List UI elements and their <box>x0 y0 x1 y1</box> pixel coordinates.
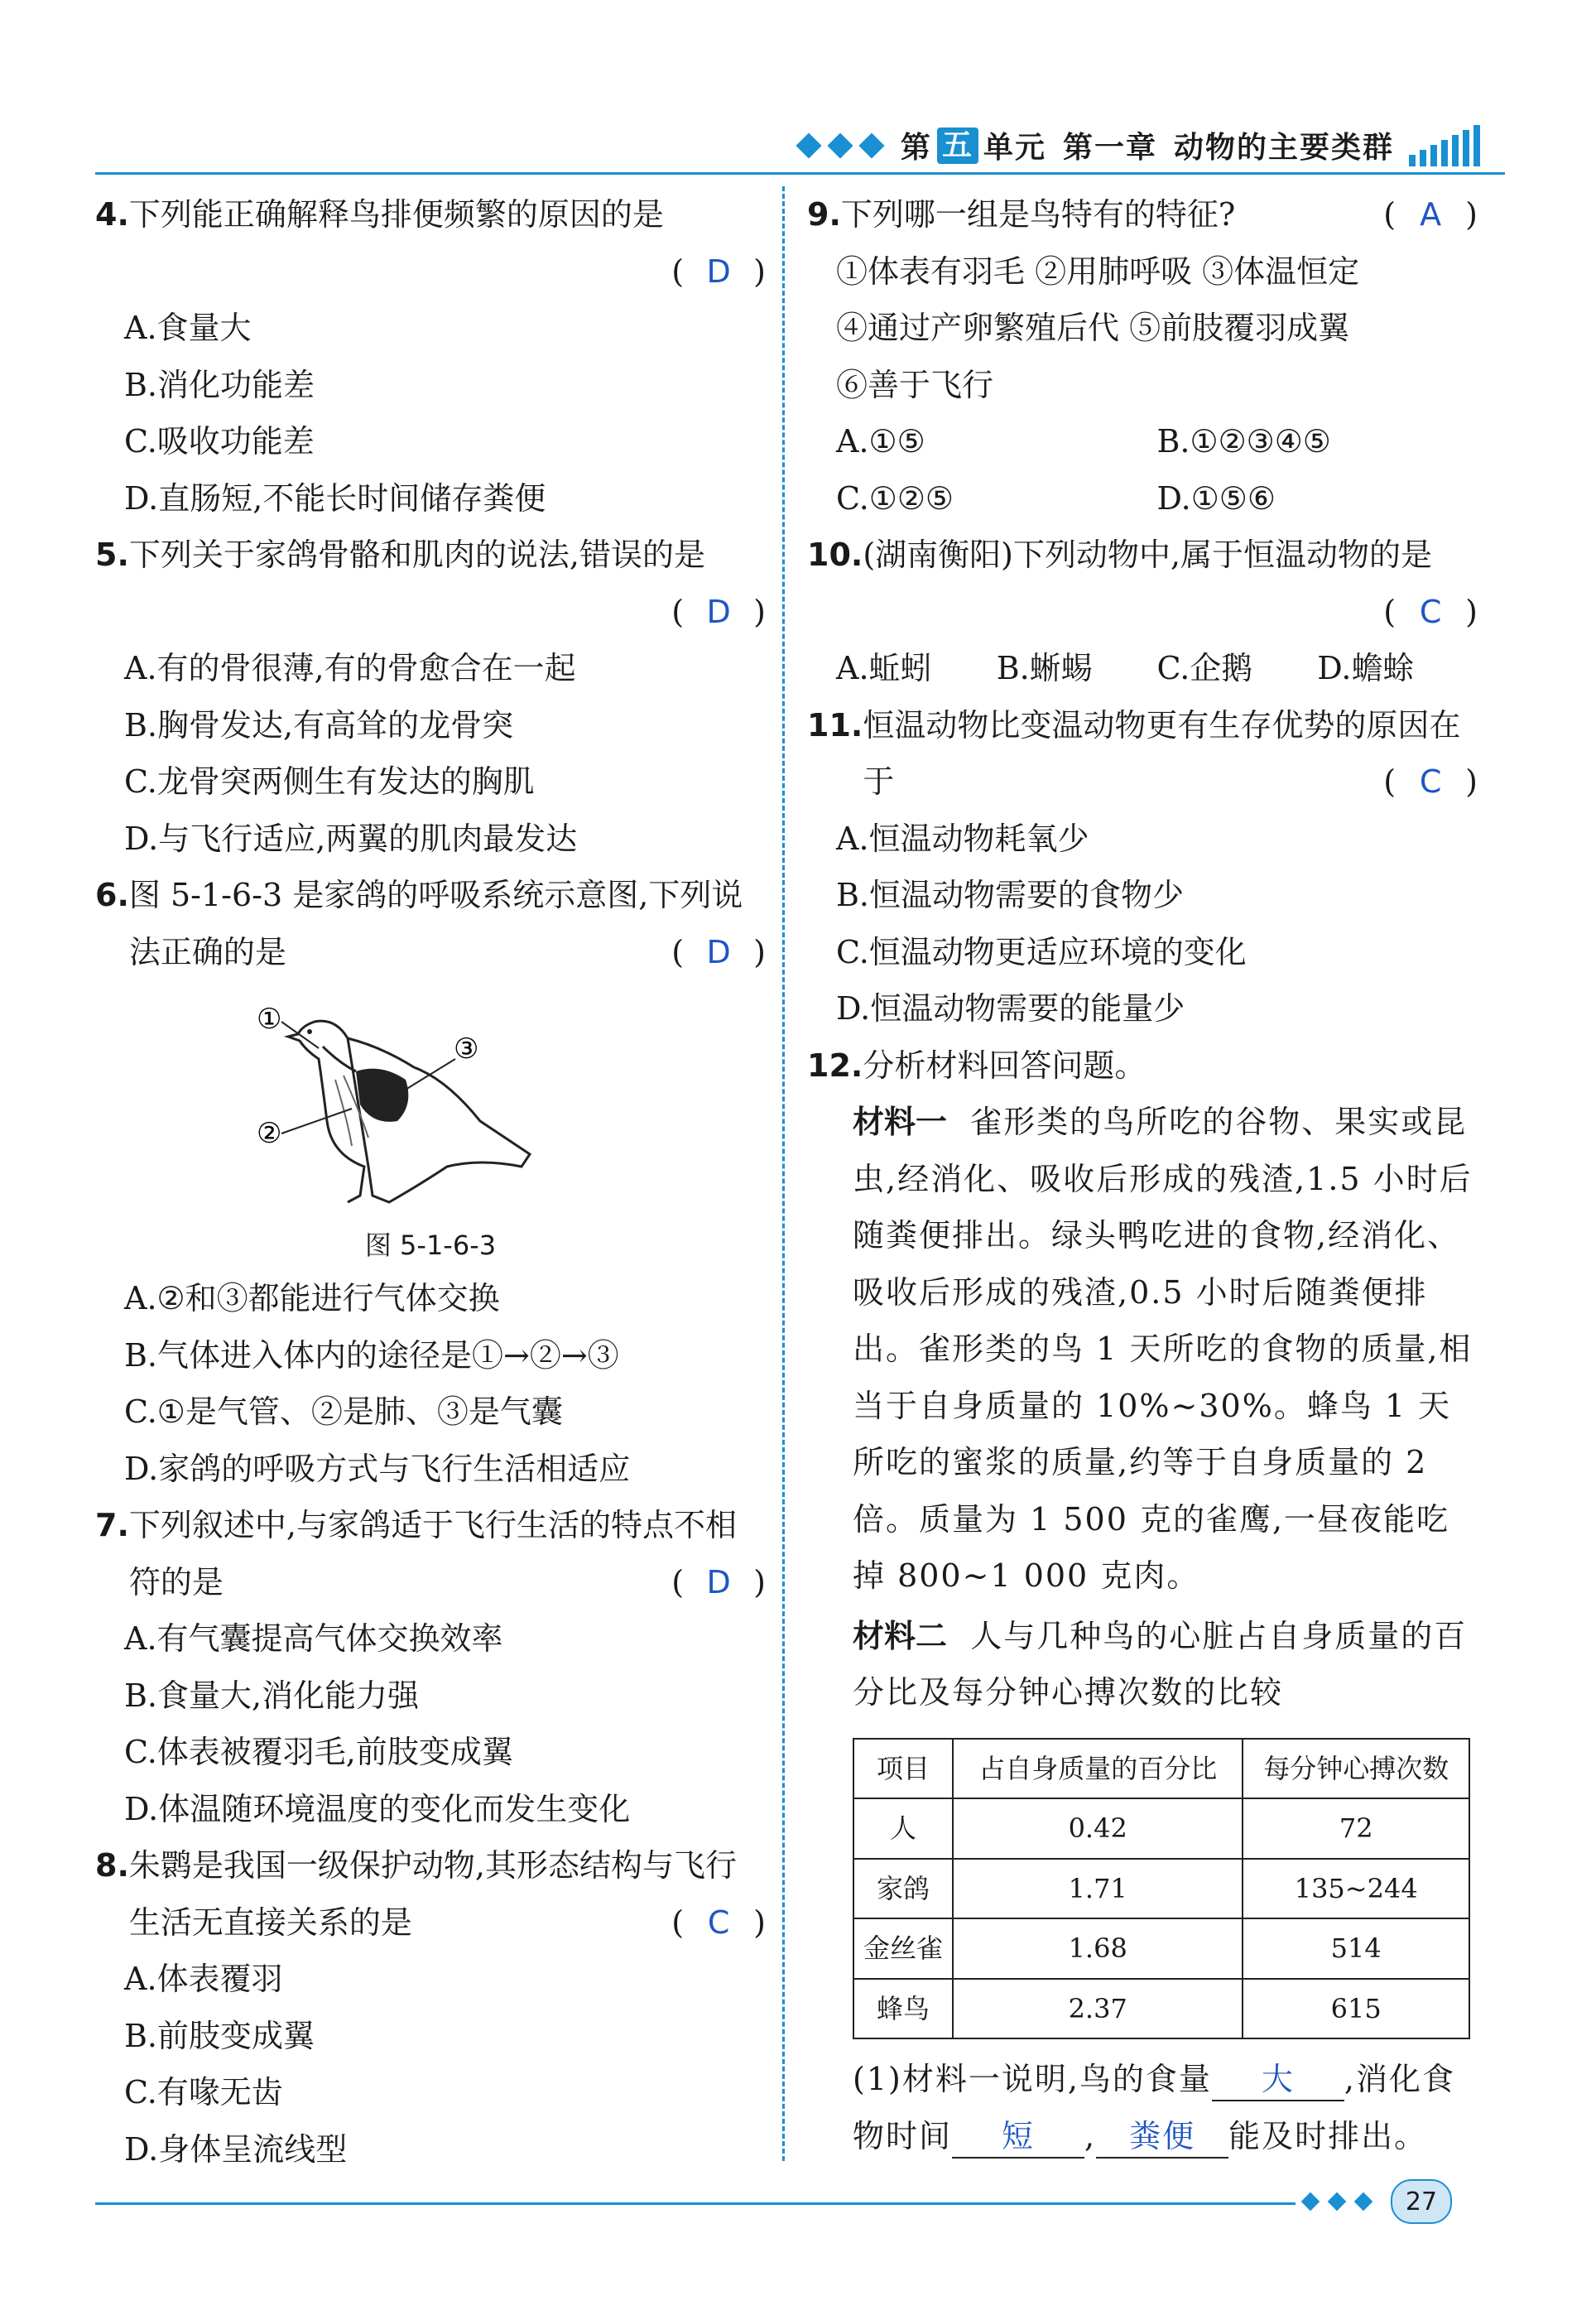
question-text: 下列关于家鸽骨骼和肌肉的说法,错误的是 <box>128 537 705 573</box>
answer: A <box>1420 196 1442 233</box>
table-header-row <box>853 1739 1469 1799</box>
diamond-icon <box>1354 2192 1373 2212</box>
answer: D <box>706 593 731 630</box>
question-7: 7. 下列叙述中,与家鸽适于飞行生活的特点不相符的是 ( D ) A.有气囊提高气体交换效率 B.食量大,消化能力强 C.体表被覆羽毛,前肢变成翼 D.体温随环境温度的变化而发生变化 <box>95 1497 766 1837</box>
option-a: A.食量大 <box>124 310 252 346</box>
table-cell: 家鸽 <box>853 1859 953 1919</box>
header-chapter: 第一章 <box>1062 131 1157 165</box>
option-d: D.①⑤⑥ <box>1156 479 1276 517</box>
table-header: 项目 <box>853 1739 953 1799</box>
option-row <box>807 640 1478 697</box>
answer-slot: ( C ) <box>95 1894 766 1952</box>
answer: C <box>1419 763 1442 800</box>
option-a: A.①⑤ <box>836 423 925 460</box>
table-cell: 72 <box>1243 1798 1469 1859</box>
sub-question-1: (1)材料一说明,鸟的食量 大 ,消化食物时间 短 , 粪便 能及时排出。 <box>807 2051 1478 2164</box>
table-cell: 1.71 <box>953 1859 1243 1919</box>
option-b: B.恒温动物需要的食物少 <box>836 877 1185 913</box>
question-text: 朱鹮是我国一级保护动物,其形态结构与飞行生活无直接关系的是 <box>128 1847 737 1941</box>
answer: C <box>707 1903 730 1941</box>
material-two <box>807 1608 1478 1721</box>
answer: C <box>1419 593 1442 630</box>
option-a: A.有气囊提高气体交换效率 <box>124 1620 503 1657</box>
option-c: C.吸收功能差 <box>124 423 315 460</box>
table-cell: 金丝雀 <box>853 1918 953 1979</box>
pigeon-respiratory-figure <box>95 980 766 1220</box>
header-diamond-icons <box>795 137 886 155</box>
answer-slot: ( D ) <box>95 924 766 981</box>
answer-blank-2: 短 <box>952 2115 1084 2159</box>
option-row <box>807 413 1478 470</box>
answer-slot: ( A ) <box>1383 186 1478 243</box>
bar-chart-icon <box>1409 125 1480 166</box>
option-c: C.有喙无齿 <box>124 2074 283 2110</box>
material-one-text: 雀形类的鸟所吃的谷物、果实或昆虫,经消化、吸收后形成的残渣,1.5 小时后随粪便排出。绿头鸭吃进的食物,经消化、吸收后形成的残渣,0.5 小时后随粪便排出。雀形类的鸟 1 天所吃的食物的质量,相当于自身质量的 10%~30%。蜂鸟 1 天所吃的蜜浆的质量,约等于自身质量的 2 倍。质量为 1 500 克的雀鹰,一昼夜能吃掉 800~1 000 克肉。 <box>853 1104 1473 1594</box>
header-prefix: 第 <box>900 131 932 165</box>
answer: D <box>706 933 731 970</box>
table-cell: 1.68 <box>953 1918 1243 1979</box>
page-header <box>795 124 1480 166</box>
table-cell: 2.37 <box>953 1979 1243 2039</box>
option-d: D.体温随环境温度的变化而发生变化 <box>124 1790 631 1827</box>
figure-label-2: ② <box>257 1117 282 1150</box>
material-one <box>807 1094 1478 1605</box>
figure-label-1: ① <box>257 1003 282 1036</box>
option-d: D.蟾蜍 <box>1317 650 1415 686</box>
answer-slot: ( D ) <box>95 584 766 641</box>
option-row <box>807 470 1478 527</box>
answer-slot: ( C ) <box>807 753 1478 811</box>
option-d: D.恒温动物需要的能量少 <box>836 990 1185 1027</box>
header-chapter-title: 动物的主要类群 <box>1173 131 1394 165</box>
column-divider <box>782 186 785 2161</box>
diamond-icon <box>827 132 853 158</box>
table-row <box>853 1918 1469 1979</box>
option-b: B.气体进入体内的途径是①→②→③ <box>124 1336 619 1374</box>
question-12: 12. 分析材料回答问题。 材料一 雀形类的鸟所吃的谷物、果实或昆虫,经消化、吸收后形成的残渣,1.5 小时后随粪便排出。绿头鸭吃进的食物,经消化、吸收后形成的残渣,0.5 小时后随粪便排出。雀形类的鸟 1 天所吃的食物的质量,相当于自身质量的 10%~30%。蜂鸟 1 天所吃的蜜浆的质量,约等于自身质量的 2 倍。质量为 1 500 克的雀鹰,一昼夜能吃掉 800~1 000 克肉。 材料二 人与几种鸟的心脏占自身质量的百分比及每分钟心搏次数的比较 项目 占自身质量的百分比 每分钟心搏次数 人 0.42 72 家鸽 1.71 135~244 金丝雀 1.68 514 蜂鸟 2.37 615 (1)材料一说明,鸟的食量 大 ,消化食物时间 短 , 粪便 能及时排出。 <box>807 1037 1478 2165</box>
material-two-text: 人与几种鸟的心脏占自身质量的百分比及每分钟心搏次数的比较 <box>853 1617 1468 1711</box>
answer: D <box>706 253 731 290</box>
option-b: B.前肢变成翼 <box>124 2017 315 2054</box>
figure-label-3: ③ <box>454 1032 479 1066</box>
option-a: A.蚯蚓 <box>836 650 932 686</box>
option-b: B.消化功能差 <box>124 366 315 403</box>
question-5: 5. 下列关于家鸽骨骼和肌肉的说法,错误的是 ( D ) A.有的骨很薄,有的骨愈合在一起 B.胸骨发达,有高耸的龙骨突 C.龙骨突两侧生有发达的胸肌 D.与飞行适应,两翼的肌肉最发达 <box>95 527 766 867</box>
question-6: 6. 图 5-1-6-3 是家鸽的呼吸系统示意图,下列说法正确的是 ( D ) ① ② ③ 图 5-1-6-3 A.②和③都能进行气体交换 B.气体进入体内的途径是①→②→③ C.①是气管、②是肺、③是气囊 D.家鸽的呼吸方式与飞行生活相适应 <box>95 867 766 1497</box>
statement-row: ④通过产卵繁殖后代 ⑤前肢覆羽成翼 <box>836 310 1350 346</box>
answer-blank-3: 粪便 <box>1096 2115 1228 2159</box>
question-text: 图 5-1-6-3 是家鸽的呼吸系统示意图,下列说法正确的是 <box>128 877 743 970</box>
option-d: D.与飞行适应,两翼的肌肉最发达 <box>124 820 578 857</box>
table-row <box>853 1798 1469 1859</box>
table-cell: 615 <box>1243 1979 1469 2039</box>
table-row <box>853 1859 1469 1919</box>
question-text: 下列哪一组是鸟特有的特征? <box>840 196 1236 233</box>
figure-caption: 图 5-1-6-3 <box>364 1230 497 1261</box>
option-d: D.直肠短,不能长时间储存粪便 <box>124 479 546 517</box>
option-c: C.龙骨突两侧生有发达的胸肌 <box>124 763 535 800</box>
option-a: A.体表覆羽 <box>124 1961 283 1997</box>
table-row <box>853 1979 1469 2039</box>
option-b: B.蜥蜴 <box>996 650 1093 686</box>
option-c: C.恒温动物更适应环境的变化 <box>836 933 1247 970</box>
table-header: 占自身质量的百分比 <box>953 1739 1243 1799</box>
option-b: B.胸骨发达,有高耸的龙骨突 <box>124 706 514 744</box>
footer-rule <box>95 2202 1296 2205</box>
question-9: 9. 下列哪一组是鸟特有的特征? ( A ) ①体表有羽毛 ②用肺呼吸 ③体温恒定 ④通过产卵繁殖后代 ⑤前肢覆羽成翼 ⑥善于飞行 A.①⑤ B.①②③④⑤ C.①②⑤ D.①⑤⑥ <box>807 186 1478 527</box>
option-c: C.①②⑤ <box>836 479 954 517</box>
diamond-icon <box>1301 2192 1320 2212</box>
question-8: 8. 朱鹮是我国一级保护动物,其形态结构与飞行生活无直接关系的是 ( C ) A.体表覆羽 B.前肢变成翼 C.有喙无齿 D.身体呈流线型 <box>95 1837 766 2178</box>
left-column <box>95 186 766 2178</box>
diamond-icon <box>796 132 821 158</box>
material-one-label: 材料一 <box>853 1104 948 1140</box>
question-text: 下列能正确解释鸟排便频繁的原因的是 <box>128 196 664 233</box>
question-4: 4. 下列能正确解释鸟排便频繁的原因的是 ( D ) A.食量大 B.消化功能差 C.吸收功能差 D.直肠短,不能长时间储存粪便 <box>95 186 766 527</box>
question-text: (湖南衡阳)下列动物中,属于恒温动物的是 <box>863 537 1433 573</box>
option-c: C.体表被覆羽毛,前肢变成翼 <box>124 1734 513 1770</box>
question-10: 10. (湖南衡阳)下列动物中,属于恒温动物的是 ( C ) A.蚯蚓 B.蜥蜴 C.企鹅 D.蟾蜍 <box>807 527 1478 697</box>
header-title <box>901 124 1394 166</box>
pigeon-diagram <box>257 989 604 1229</box>
header-rule <box>95 172 1505 175</box>
option-c: C.①是气管、②是肺、③是气囊 <box>124 1393 563 1430</box>
statement-row: ⑥善于飞行 <box>836 366 994 403</box>
header-unit-number: 五 <box>937 128 978 164</box>
question-text: 分析材料回答问题。 <box>863 1047 1147 1084</box>
answer-blank-1: 大 <box>1212 2058 1344 2101</box>
material-two-label: 材料二 <box>853 1617 948 1654</box>
option-b: B.①②③④⑤ <box>1156 423 1331 460</box>
table-cell: 0.42 <box>953 1798 1243 1859</box>
question-text: 恒温动物比变温动物更有生存优势的原因在于 <box>863 706 1461 800</box>
diamond-icon <box>1328 2192 1347 2212</box>
page-number: 27 <box>1391 2179 1452 2224</box>
table-cell: 蜂鸟 <box>853 1979 953 2039</box>
table-cell: 135~244 <box>1243 1859 1469 1919</box>
option-d: D.身体呈流线型 <box>124 2130 348 2168</box>
answer: D <box>706 1563 731 1600</box>
option-d: D.家鸽的呼吸方式与飞行生活相适应 <box>124 1450 631 1487</box>
option-a: A.②和③都能进行气体交换 <box>124 1280 500 1316</box>
answer-slot: ( C ) <box>807 584 1478 641</box>
question-text: 下列叙述中,与家鸽适于飞行生活的特点不相符的是 <box>128 1507 737 1600</box>
answer-slot: ( D ) <box>95 243 766 301</box>
option-a: A.有的骨很薄,有的骨愈合在一起 <box>124 650 576 686</box>
table-header: 每分钟心搏次数 <box>1243 1739 1469 1799</box>
table-cell: 514 <box>1243 1918 1469 1979</box>
question-11: 11. 恒温动物比变温动物更有生存优势的原因在于 ( C ) A.恒温动物耗氧少 B.恒温动物需要的食物少 C.恒温动物更适应环境的变化 D.恒温动物需要的能量少 <box>807 697 1478 1037</box>
page-footer <box>1300 2179 1452 2224</box>
right-column <box>807 186 1478 2164</box>
option-b: B.食量大,消化能力强 <box>124 1677 420 1714</box>
option-c: C.企鹅 <box>1156 650 1253 686</box>
header-unit-label: 单元 <box>983 131 1046 165</box>
heart-data-table <box>853 1738 1470 2040</box>
answer-slot: ( D ) <box>95 1554 766 1611</box>
statement-row: ①体表有羽毛 ②用肺呼吸 ③体温恒定 <box>836 253 1360 290</box>
diamond-icon <box>858 132 884 158</box>
option-a: A.恒温动物耗氧少 <box>836 820 1089 857</box>
table-cell: 人 <box>853 1798 953 1859</box>
